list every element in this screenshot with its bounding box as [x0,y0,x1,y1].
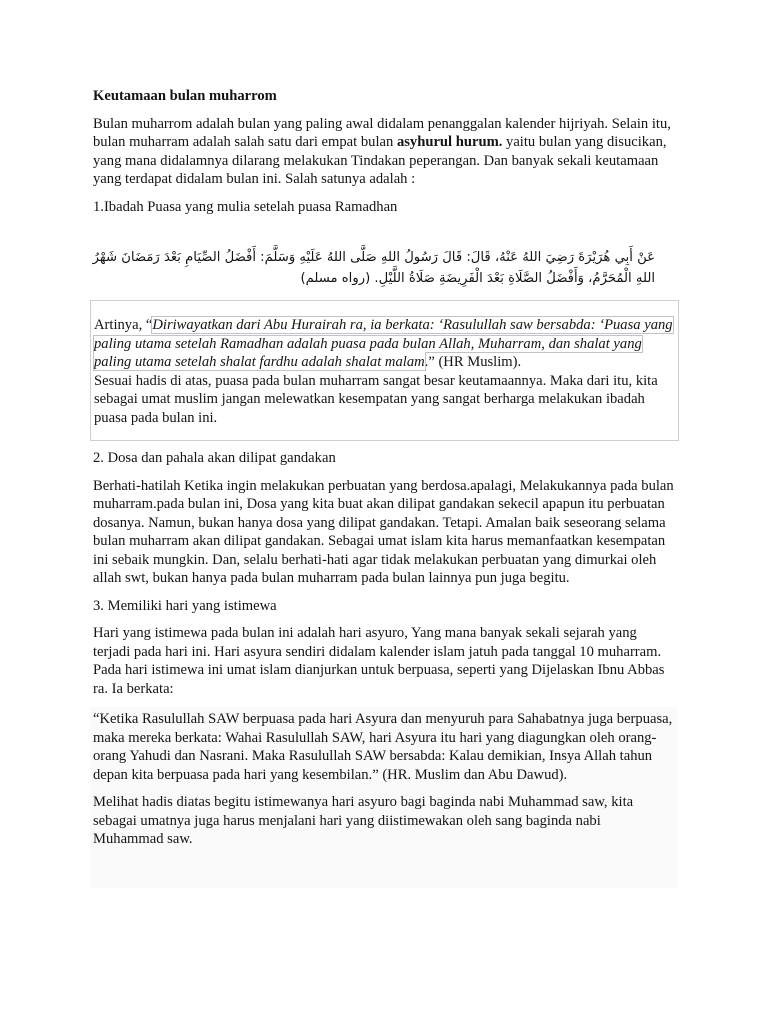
artinya-prefix: Artinya, “ [94,317,153,333]
intro-bold-term: asyhurul hurum. [396,134,503,150]
intro-text-end: yaitu bulan yang disucikan, yang mana didalamnya dilarang melakukan Tindakan peperangan. Dan banyak sekali keutamaan yang terdapat didalam bulan ini. Salah satunya adalah : [93,134,667,187]
section3-body: Hari yang istimewa pada bulan ini adalah hari asyuro, Yang mana banyak sekali sejarah yang terjadi pada hari ini. Hari asyura sendiri didalam kalender islam jatuh pada tanggal 10 muharram. Pada hari istimewa ini umat islam dianjurkan untuk berpuasa, seperti yang Dijelaskan Ibnu Abbas ra. Ia berkata: [93,625,665,697]
closing-paragraph: Melihat hadis diatas begitu istimewanya hari asyuro bagi baginda nabi Muhammad saw, kita sebagai umatnya juga harus menjalani hari yang diistimewakan oleh sang baginda nabi Muhammad saw. [93,794,634,847]
document-title: Keutamaan bulan muharrom [93,88,277,104]
quote-block [90,707,677,888]
section1-heading: 1.Ibadah Puasa yang mulia setelah puasa Ramadhan [93,198,398,215]
intro-paragraph [93,115,675,189]
translation-box [90,300,679,441]
section2-body: Berhati-hatilah Ketika ingin melakukan perbuatan yang berdosa.apalagi, Melakukannya pada bulan muharram.pada bulan ini, Dosa yang kita buat akan dilipat gandakan sekecil apapun itu perbuatan dosanya. Namun, bukan hanya dosa yang dilipat gandakan. Tetapi. Amalan baik seseorang selama bulan muharram akan dilipat gandakan. Sebagai umat islam kita harus memanfaatkan kesempatan ini sebaik mungkin. Dan, selalu berhati-hati agar tidak melakukan perbuatan yang dimurkai oleh allah swt, bukan hanya pada bulan muharram pada bulan lainnya pun juga begitu. [93,477,674,586]
document-page [93,87,675,888]
arabic-hadith: عَنْ أَبِي هُرَيْرَةَ رَضِيَ اللهُ عَنْهُ، قَالَ: قَالَ رَسُولُ اللهِ صَلَّى اللهُ عَلَيْهِ وَسَلَّمَ: أَفْضَلُ الصِّيَامِ بَعْدَ رَمَضَانَ شَهْرُ اللهِ الْمُحَرَّمُ، وَأَفْضَلُ الصَّلَاةِ بَعْدَ الْفَرِيضَةِ صَلَاةُ اللَّيْلِ. (رواه مسلم) [92,250,655,286]
section3-heading: 3. Memiliki hari yang istimewa [93,597,277,614]
ibnu-abbas-quote: “Ketika Rasulullah SAW berpuasa pada hari Asyura dan menyuruh para Sahabatnya juga berpuasa, maka mereka berkata: Wahai Rasulullah SAW, hari Asyura itu hari yang diagungkan oleh orang-orang Yahudi dan Nasrani. Maka Rasulullah SAW bersabda: Kalau demikian, Insya Allah tahun depan kita berpuasa pada hari yang kesembilan.” (HR. Muslim dan Abu Dawud). [93,711,673,783]
intro-text-start: Bulan muharrom adalah bulan yang paling awal didalam penanggalan kalender hijriyah. Selain itu, bulan muharram adalah salah satu dari empat bulan [93,115,671,150]
artinya-suffix: .” (HR Muslim). [424,354,522,370]
artinya-paragraph [94,316,678,372]
artinya-italic-text: Diriwayatkan dari Abu Hurairah ra, ia berkata: ‘Rasulullah saw bersabda: ‘Puasa yang paling utama setelah Ramadhan adalah puasa pada bulan Allah, Muharram, dan shalat yang paling utama setelah shalat fardhu adalah shalat malam [94,317,673,370]
section2-heading: 2. Dosa dan pahala akan dilipat gandakan [93,450,336,466]
section1-explanation: Sesuai hadis di atas, puasa pada bulan muharram sangat besar keutamaannya. Maka dari itu, kita sebagai umat muslim jangan melewatkan kesempatan yang sangat berharga melakukan ibadah puasa pada bulan ini. [94,372,658,426]
